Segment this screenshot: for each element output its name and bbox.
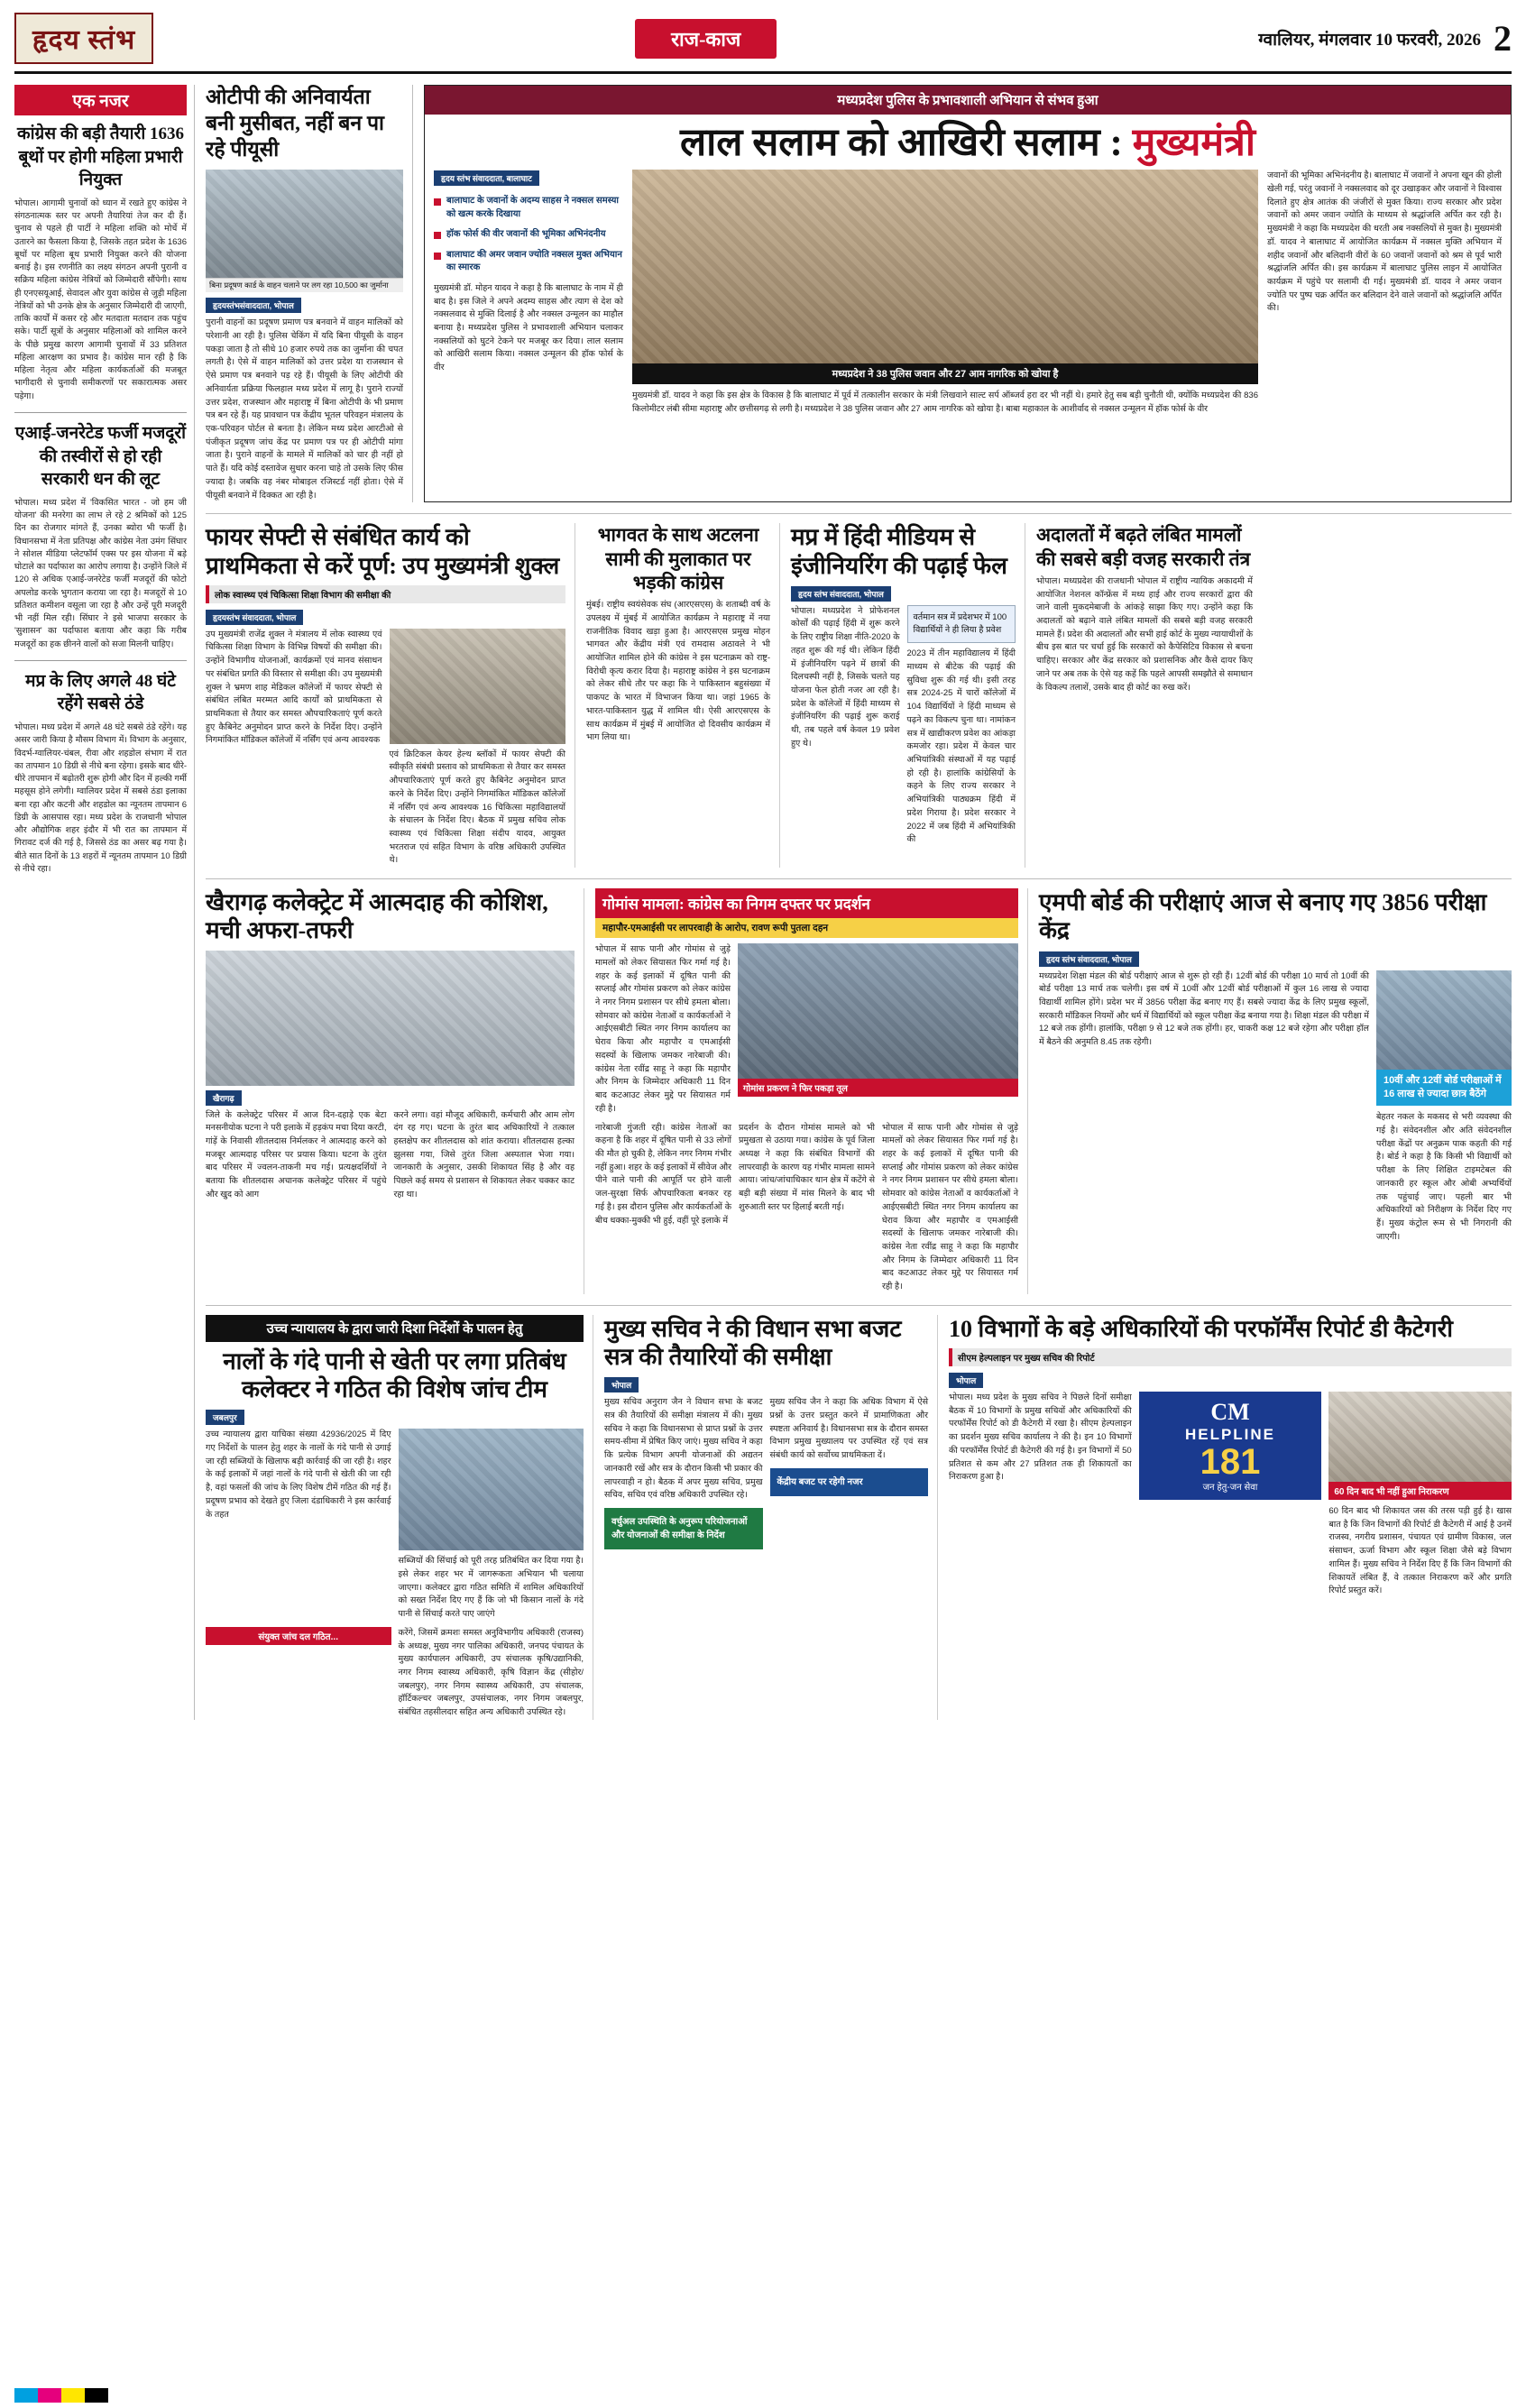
lead-left-col <box>434 170 623 416</box>
rail-header: एक नजर <box>14 85 187 115</box>
story-photo <box>738 943 1018 1079</box>
lead-headline <box>425 115 1511 170</box>
story-headline: फायर सेफ्टी से संबंधित कार्य को प्राथमिकता से करें पूर्ण: उप मुख्यमंत्री शुक्ल <box>206 524 560 579</box>
rail-item-title: मप्र के लिए अगले 48 घंटे रहेंगे सबसे ठंडे <box>25 671 176 714</box>
rail-item <box>14 123 187 403</box>
lead-body-col3: जवानों की भूमिका अभिनंदनीय है। बालाघाट में जवानों ने अपना खून की होली खेली गई, परंतु जवानों ने नक्सलवाद को दूर उखाड़कर और जवानों ने विश्वास दिलाते हुए क्षेत्र आतंक की जंजीरों से मुक्त किया। राज्य सरकार और प्रदेश जवानों को अमर जवान ज्योति के माध्यम से श्रद्धांजलि अर्पित कर रही है। मुख्यमंत्री ने कहा कि मध्यप्रदेश की धरती अब नक्सलियों से मुक्त है। मुख्यमंत्री डॉ. यादव ने बालाघाट में आयोजित कार्यक्रम में नक्सल मुक्ति अभियान में शहीद जवानों और बलिदानी वीरों के 60 जवानों जवानों को श्रम से पूर्व भारी श्रद्धांजलि अर्पित की। इस कार्यक्रम में बालाघाट पुलिस लाइन में आयोजित कार्यक्रम में पहुंचे पर सलामी दी गई। मुख्यमंत्री डॉ. यादव ने अमर जवान ज्योति पर पुष्प चक्र अर्पित कर बलिदान देने वाले जवानों को श्रद्धांजलि अर्पित की। <box>1267 170 1502 314</box>
cm-helpline-card <box>1139 1392 1322 1500</box>
story-body-col1: उप मुख्यमंत्री राजेंद्र शुक्ल ने मंत्रालय में लोक स्वास्थ्य एवं चिकित्सा शिक्षा विभाग के विभिन्न विषयों की समीक्षा की। उन्होंने विभागीय योजनाओं, कार्यक्रमों एवं मानव संसाधन पर संबंधित प्रगति की विस्तार से समीक्षा की। उप मुख्यमंत्री शुक्ल ने भ्रमण शाह मेडिकल कॉलेजों में फायर सेफ्टी से संबंधित लंबित मरम्मत आदि कार्यों को प्राथमिकता से प्राथमिकता से तैयार कर समस्त औपचारिकताएं पूर्ण करते हुए कैबिनेट अनुमोदन प्राप्त करने के निर्देश दिए। उन्होंने निगमांकित मॉडिकल कॉलेजों में नर्सिंग एवं अन्य आवश्यक <box>206 629 382 746</box>
story-photo <box>399 1429 584 1550</box>
cm-helpline-number: 181 <box>1200 1442 1261 1483</box>
divider <box>14 660 187 661</box>
masthead <box>14 13 1512 74</box>
story-col-a <box>604 1396 763 1549</box>
top-row <box>206 85 1512 502</box>
story-rss <box>586 523 780 868</box>
story-greenbox: वर्चुअल उपस्थिति के अनुरूप परियोजनाओं और योजनाओं की समीक्षा के निर्देश <box>604 1508 763 1549</box>
content-area <box>206 85 1512 1720</box>
story-body-col1: जिले के कलेक्ट्रेट परिसर में आज दिन-दहाड़े एक बेटा मनसनीयोक घटना ने परी इलाके में हड़कंप मचा दिया करटी, गांड़ें के निवासी शीतलदास निर्मलकर ने आत्मदाह करने को मजबूर आत्मदाह परिसर पर प्रयास किया। घटना के तुरंत बाद परिसर में ज्वलन-ताकनी मच गई। प्रत्यक्षदर्शियों ने बताया कि शीतलदास अचानक कलेक्ट्रेट परिसर में पहुंचे और खुद को आग <box>206 1109 387 1199</box>
photo-caption: गोमांस प्रकरण ने फिर पकड़ा तूल <box>738 1079 1018 1097</box>
lead-body-col2: मुख्यमंत्री डॉ. यादव ने कहा कि इस क्षेत्र के विकास है कि बालाघाट में पूर्व में तत्कालीन सरकार के मंत्री लिखवाने साल्ट सर्प ऑब्जर्व हरा दर भी नहीं थे। हमारे हेतु सब बड़ी चुनौती थी, क्योंकि मध्यप्रदेश की 836 किलोमीटर लंबी सीमा महाराष्ट्र और छत्तीसगढ़ से लगी है। मध्यप्रदेश ने 38 पुलिस जवान और 27 आम नागरिक को खोया है। बाबा महाकाल के आशीर्वाद से नक्सल उन्मूलन में हॉक फोर्स के वीर <box>632 391 1258 415</box>
story-body-col4: भोपाल में साफ पानी और गोमांस से जुड़े मामलों को लेकर सियासत फिर गर्मा गई है। शहर के कई इलाकों में दूषित पानी की सप्लाई और गोमांस प्रकरण को लेकर कांग्रेस ने नगर निगम प्रशासन पर सीधे हमला बोला। सोमवार को कांग्रेस नेताओं व कार्यकर्ताओं ने आईएसबीटी स्थित नगर निगम कार्यालय का घेराव किया और महापौर व एमआईसी सदस्यों के खिलाफ जमकर नारेबाजी की। कांग्रेस नेता रवींद्र साहू ने कहा कि महापौर और निगम के जिम्मेदार अधिकारी 11 दिन बाद कटआउट लेकर मुद्दे पर सियासत गर्म रही है। <box>882 1122 1018 1292</box>
story-callout: वर्तमान सत्र में प्रदेशभर में 100 विद्यार्थियों ने ही लिया है प्रवेश <box>907 605 1016 644</box>
lead-dateline: हृदय स्तंभ संवाददाता, बालाघाट <box>434 170 539 186</box>
story-right <box>907 605 1016 847</box>
story-right <box>390 629 566 868</box>
lead-right-col <box>1267 170 1502 416</box>
story-body-col1: उच्च न्यायालय द्वारा याचिका संख्या 42936/2025 में दिए गए निर्देशों के पालन हेतु शहर के नालों के गंदे पानी से उगाई जा रही सब्जियों के खिलाफ बड़ी कार्रवाई की जा रही है। शहर के कई इलाकों में जहां नालों के गंदे पानी से खेती की जा रही है, वहां फसलों की जांच के लिए विशेष टीमें गठित की गई हैं। प्रदूषण प्रभाव को देखते हुए जिला दंडाधिकारी ने इस कार्रवाई के तहत <box>206 1429 391 1520</box>
story-right <box>738 943 1018 1116</box>
story-subhead: सीएम हेल्पलाइन पर मुख्य सचिव की रिपोर्ट <box>949 1348 1512 1366</box>
lead-body-col1: मुख्यमंत्री डॉ. मोहन यादव ने कहा है कि बालाघाट के नाम में ही बाद है। इस जिले ने अपने अदम्य साहस और त्याग से देश को नक्सलवाद से मुक्ति दिलाई है और नक्सल उन्मूलन का माहौल बनाया है। मध्यप्रदेश पुलिस ने प्रभावशाली अभियान चलाकर नक्सलियों को घुटने टेकने पर मजबूर कर दिया। लाल सलाम को आखिरी सलाम किया। नक्सल उन्मूलन की हॉक फोर्स के वीर <box>434 282 623 373</box>
rail-item-text: भोपाल। मध्य प्रदेश में 'विकसित भारत - जो हम जी योजना' की मनरेगा का लाभ ले रहे 2 श्रमिकों को 125 दिन का रोजगार मांगते हैं, उनका ब्योरा भी फर्जी है। विधानसभा में नेता प्रतिपक्ष और कांग्रेस नेता उमंग सिंघार ने सोशल मीडिया प्लेटफॉर्म एक्स पर इस योजना में बड़े घोटाले का पर्दाफाश का आरोप लगाया है। उन्होंने जिले में 120 से अधिक एआई-जनरेटेड फर्जी मजदूरों की फोटो अपलोड करके भुगतान कराया जा रहा है। मजदूरों से 10 प्रतिशत कमीशन वसूला जा रहा है और उन्हें पूरी मजदूरी भी नहीं मिल रही। सिंघार ने इसे भाजपा सरकार के 'सुशासन' का पर्दाफाश बताया और कहा कि गरीब मजदूरों का हक छीनने वालों को सजा मिलनी चाहिए। <box>14 497 187 649</box>
cm-helpline-tag: जन हेतु-जन सेवा <box>1202 1483 1258 1494</box>
dateline-block <box>1258 17 1512 60</box>
color-bar-black <box>85 2388 108 2403</box>
left-rail <box>14 85 195 1720</box>
story-nalon <box>206 1315 593 1720</box>
row-4 <box>206 1305 1512 1720</box>
lead-bullet: हॉक फोर्स की वीर जवानों की भूमिका अभिनंदनीय <box>434 228 623 242</box>
story-body: पुरानी वाहनों का प्रदूषण प्रमाण पत्र बनवाने में वाहन मालिकों को परेशानी आ रही है। पुलिस चेकिंग में यदि बिना पीयूसी के वाहन पकड़ा जाता है तो सीधे 10 हजार रुपये तक का जुर्माना की चपत लगती है। ऐसे में वाहन मालिकों को उत्तर प्रदेश या राजस्थान से ऐसे प्रमाण पत्र बनवाने पड़ रहे हैं। पीयूसी के लिए ओटीपी की अनिवार्यता प्रक्रिया फिलहाल मध्य प्रदेश में लागू है। पुराने राज्यों उत्तर प्रदेश, राजस्थान और महाराष्ट्र में बिना ओटीपी के भी प्रमाण पत्र बन रहे हैं। यह प्रावधान पत्र केंद्रीय भूतल परिवहन मंत्रालय के एक-परिवहन पोर्टल से बनता है। लेकिन मध्य प्रदेश आरटीओ से पंजीकृत प्रदूषण जांच केंद्र पर प्रमाण पत्र पर ही ओटीपी मांगा जाता है। पुराने वाहनों के मामले में मालिकों को चार ही नहीं हो पाते हैं। यदि कोई दस्तावेज सुधार करना चाहे तो उसके लिए फीस ज्यादा है। जबकि वह नंबर मोबाइल रजिस्टर्ड नहीं होता। ऐसे में पीयूसी बनवाने में दिक्कत आ रही है। <box>206 317 403 501</box>
story-photo <box>206 170 403 278</box>
story-body-col2: एवं क्रिटिकल केयर हेल्थ ब्लॉकों में फायर सेफ्टी की स्वीकृति संबंधी प्रस्ताव को प्राथमिकता से तैयार कर समस्त औपचारिकताएं पूर्ण करते हुए कैबिनेट अनुमोदन प्राप्त करने के निर्देश दिए। उन्होंने निगमांकित मॉडिकल कॉलेजों में नर्सिंग एवं अन्य आवश्यक 16 चिकित्सा महाविद्यालयों के संचालन के निर्देश दिए। बैठक में प्रमुख सचिव लोक स्वास्थ्य एवं चिकित्सा शिक्षा संदीप यादव, आयुक्त भरतराज एवं सहित विभाग के वरिष्ठ अधिकारी उपस्थित थे। <box>389 749 565 866</box>
rail-item-text: भोपाल। आगामी चुनावों को ध्यान में रखते हुए कांग्रेस ने संगठनात्मक स्तर पर अपनी तैयारियां तेज कर दी हैं। चुनाव से पहले ही पार्टी ने महिला शक्ति को मोर्चे में उतारने का फैसला किया है, जिसके तहत प्रदेश के 1636 बूथों पर महिला बूथ प्रभारी नियुक्त करने की योजना बनाई है। इस रणनीति का लक्ष्य संगठन अपनी पुरानी व सक्रिय महिला कांग्रेस नेत्रियों को जिम्मेदारी सौंपेगी। साथ ही एनएसयूआई, सेवादल और युवा कांग्रेस से जुड़ी महिला नेत्रियों को भी उनके क्षेत्र के अनुसार जिम्मेदारी दी जाएगी, ताकि कार्यों में कसर रहे और मतदाता मतदान तक पहुंच सके। पार्टी सूत्रों के अनुसार महिलाओं को शामिल करने के पीछे प्रमुख कारण आगामी चुनावों में 33 प्रतिशत महिला आरक्षण का प्रभाव है। कांग्रेस मान रही है कि महिला नेतृत्व और महिला कार्यकर्ताओं की मजबूत भागीदारी से चुनावी समीकरणों पर सकारात्मक असर पड़ेगा। <box>14 198 187 401</box>
color-bar-cyan <box>14 2388 38 2403</box>
story-dateline: जबलपुर <box>206 1410 244 1425</box>
story-body-col1: मुख्य सचिव अनुराग जैन ने विधान सभा के बजट सत्र की तैयारियों की समीक्षा मंत्रालय में की। मुख्य सचिव ने कहा कि विधानसभा से प्राप्त प्रश्नों के उत्तर समय-सीमा में प्रेषित किए जाएं। मुख्य सचिव ने कहा कि प्रत्येक विभाग अपनी योजनाओं की अद्यतन जानकारी रखें और सत्र के दौरान किसी भी प्रकार की लापरवाही न हो। बैठक में अपर मुख्य सचिव, प्रमुख सचिव, सचिव एवं वरिष्ठ अधिकारी उपस्थित रहे। <box>604 1397 763 1501</box>
story-bluebox: केंद्रीय बजट पर रहेगी नजर <box>770 1468 929 1496</box>
newspaper-logo <box>14 13 153 64</box>
section-tag: राज-काज <box>635 19 777 59</box>
lead-headline-accent: मुख्यमंत्री <box>1132 122 1255 164</box>
lead-center-col <box>632 170 1258 416</box>
cm-helpline-line2: HELPLINE <box>1184 1426 1276 1444</box>
story-hindi-medium <box>791 523 1025 868</box>
lead-bullet: बालाघाट के जवानों के अदम्य साहस ने नक्सल समस्या को खत्म करके दिखाया <box>434 195 623 221</box>
photo-caption: बिना प्रदूषण कार्ड के वाहन चलाने पर लग रहा 10,500 का जुर्माना <box>206 278 403 292</box>
color-bar-yellow <box>61 2388 85 2403</box>
story-fire-safety <box>206 523 575 868</box>
story-body-col2: नारेबाजी गुंजती रही। कांग्रेस नेताओं का कहना है कि शहर में दूषित पानी से 33 लोगों की मौत हो चुकी है, लेकिन नगर निगम गंभीर नहीं हुआ। शहर के कई इलाकों में सीवेज और पीने वाले पानी की आपूर्ति पर होने वाली जल-सुरक्षा सिर्फ औपचारिकता बनकर रह गई है। इस दौरान पुलिस और कार्यकर्ताओं के बीच धक्का-मुक्की भी हुई, वहीं पूरे इलाके में <box>595 1122 731 1226</box>
story-body-col1: भोपाल। मध्य प्रदेश के मुख्य सचिव ने पिछले दिनों समीक्षा बैठक में 10 विभागों के प्रमुख सचिवों और अधिकारियों की परफॉर्मेंस रिपोर्ट को डी कैटेगरी में रखा है। सीएम हेल्पलाइन का प्रदर्शन मुख्य सचिव कार्यालय ने की है। इन 10 विभागों की परफॉर्मेंस रिपोर्ट डी कैटेगरी की गई है। इन विभागों में 50 प्रतिशत से कम और 27 प्रतिशत तक ही शिकायतों का निराकरण हुआ है। <box>949 1392 1132 1483</box>
color-bar-magenta <box>38 2388 61 2403</box>
story-col-c <box>1328 1392 1512 1598</box>
lead-kicker: मध्यप्रदेश पुलिस के प्रभावशाली अभियान से संभव हुआ <box>425 86 1511 115</box>
story-otp <box>206 85 413 502</box>
story-budget <box>604 1315 938 1720</box>
story-body-col2: करने लगा। वहां मौजूद अधिकारी, कर्मचारी और आम लोग दंग रह गए। घटना के तुरंत बाद अधिकारियों ने तत्काल हस्तक्षेप कर शीतलदास को शांत कराया। शीतलदास हल्का झुलसा गया, जिसे तुरंत जिला अस्पताल भेजा गया। जानकारी के अनुसार, उसकी शिकायत सिंह है और वह पिछले कई समय से प्रशासन से शिकायत लेकर चक्कर काट रहा था। <box>393 1109 575 1199</box>
story-body-col1: भोपाल में साफ पानी और गोमांस से जुड़े मामलों को लेकर सियासत फिर गर्मा गई है। शहर के कई इलाकों में दूषित पानी की सप्लाई और गोमांस प्रकरण को लेकर कांग्रेस ने नगर निगम प्रशासन पर सीधे हमला बोला। सोमवार को कांग्रेस नेताओं व कार्यकर्ताओं ने आईएसबीटी स्थित नगर निगम कार्यालय का घेराव किया और महापौर व एमआईसी सदस्यों के खिलाफ जमकर नारेबाजी की। कांग्रेस नेता रवींद्र साहू ने कहा कि महापौर और निगम के जिम्मेदार अधिकारी 11 दिन बाद कटआउट लेकर मुद्दे पर सियासत गर्म रही है। <box>595 944 731 1114</box>
logo-text: हृदय स्तंभ <box>32 25 136 55</box>
story-headline: नालों के गंदे पानी से खेती पर लगा प्रतिबंध कलेक्टर ने गठित की विशेष जांच टीम <box>223 1347 566 1403</box>
story-photo <box>1328 1392 1512 1482</box>
lead-photo-caption: मध्यप्रदेश ने 38 पुलिस जवान और 27 आम नागरिक को खोया है <box>632 363 1258 384</box>
photo-caption: 10वीं और 12वीं बोर्ड परीक्षाओं में 16 लाख से ज्यादा छात्र बैठेंगे <box>1376 1070 1512 1107</box>
story-court-cases <box>1036 523 1253 868</box>
story-dateline: हृदयस्तंभसंवाददाता, भोपाल <box>206 298 301 313</box>
story-body-col2: मुख्य सचिव जैन ने कहा कि अधिक विभाग में ऐसे प्रश्नों के उत्तर प्रस्तुत करने में प्रामाणिकता और स्पष्टता अनिवार्य है। विधानसभा सत्र के दौरान समस्त विभाग प्रमुख मुख्यालय पर उपस्थित रहें एवं सत्र संबंधी कार्य को सर्वोच्च प्राथमिकता दें। <box>769 1397 928 1461</box>
rail-item <box>14 422 187 651</box>
story-body: मुंबई। राष्ट्रीय स्वयंसेवक संघ (आरएसएस) के शताब्दी वर्ष के उपलक्ष्य में मुंबई में आयोजित कार्यक्रम ने महाराष्ट्र में नया राजनीतिक विवाद खड़ा हुआ है। आरएसएस प्रमुख मोहन भागवत और केंद्रीय मंत्री एवं रामदास अठावले ने भी आयोजित शामिल होने की कांग्रेस ने इस घटनाक्रम को राष्ट्र-विरोधी कृत्य करार दिया है। महाराष्ट्र कांग्रेस ने इस घटनाक्रम को लेकर सीधे तौर पर कहा कि ने पाकिस्तान बहुसंख्या में पाकपट के भारत में विभाजन किया था। जहां 1965 के भारत-पाकिस्तान युद्ध में शामिल थी। ऐसी आरएसएस के साथ कार्यक्रम में मुंबई में आयोजित दो दिवसीय कार्यक्रम में भाग लिया था। <box>586 600 770 743</box>
cm-helpline-graphic <box>1139 1392 1322 1598</box>
photo-caption: 60 दिन बाद भी नहीं हुआ निराकरण <box>1328 1482 1512 1500</box>
divider <box>14 412 187 413</box>
story-gomans <box>595 888 1028 1294</box>
story-body: भोपाल। मध्यप्रदेश की राजधानी भोपाल में राष्ट्रीय न्यायिक अकादमी में आयोजित नेशनल कॉन्फ्रेंस में मध्य हाई और राज्य सरकारों द्वारा की जाने वाली मुकदमेबाजी के आंकड़े साझा किए गए। उन्होंने कहा कि अदालतों को बढ़ाने वाले लंबित मामलों की सबसे बड़ी वजह सरकारी मामले हैं। प्रदेश की अदालतों और सभी हाई कोर्ट के मुख्य न्यायाधीशों के बीच इस बात पर चर्चा हुई कि सरकारों को कैपेसिटिव विकास से बचना चाहिए। सरकार और केंद्र सरकार को प्रशासनिक और कैसे दायर किए जाने पर अब तक के ऐसे यह कहें कि पहले आपसी समझौते से समाधान के विकल्प तलाशें, उसके बाद ही कोर्ट का रुख करें। <box>1036 575 1253 693</box>
rail-item-text: भोपाल। मध्य प्रदेश में अगले 48 घंटे सबसे ठंडे रहेंगे। यह असर जारी किया है मौसम विभाग में। विभाग के अनुसार, विदर्भ-ग्वालियर-चंबल, रीवा और शहडोल संभाग में रात का तापमान 10 डिग्री से नीचे बना रहेगा। इसके बाद धीरे-धीरे तापमान में बढ़ोतरी शुरू होगी और दिन में हल्की गर्मी महसूस होने लगेगी। ग्वालियर प्रदेश में सबसे ठंडा इलाका बना रहा और कटनी और शहडोल का न्यूनतम तापमान 6 डिग्री के आसपास रहा। मध्य प्रदेश के राजधानी भोपाल और औद्योगिक शहर इंदौर में भी रात का तापमान में गिरावट दर्ज की गई है, जिससे ठंड का असर बढ़ गया है। बीते सात दिनों के 13 शहरों में न्यूनतम तापमान 10 डिग्री से नीचे रहा। <box>14 722 187 874</box>
story-headline: ओटीपी की अनिवार्यता बनी मुसीबत, नहीं बन पा रहे पीयूसी <box>206 86 384 161</box>
lead-bullets <box>434 195 623 275</box>
story-headline: 10 विभागों के बड़े अधिकारियों की परफॉर्मेंस रिपोर्ट डी कैटेगरी <box>949 1315 1453 1342</box>
story-dateline: हृदय स्तंभ संवाददाता, भोपाल <box>1039 951 1139 967</box>
story-subhead: लोक स्वास्थ्य एवं चिकित्सा शिक्षा विभाग की समीक्षा की <box>206 585 565 603</box>
cm-helpline-line1: CM <box>1210 1399 1250 1426</box>
story-left-2 <box>206 1627 391 1720</box>
story-body-col2: 2023 में तीन महाविद्यालय में हिंदी माध्यम से बीटेक की पढ़ाई की सुविधा शुरू की गई थी। इसी तरह सत्र 2024-25 में चारों कॉलेजों में 104 विद्यार्थियों ने हिंदी माध्यम से पढ़ने का विकल्प चुना था। नामांकन सत्र में खाद्यीकरण प्रवेश का आंकड़ा कमजोर रहा। प्रदेश में केवल चार अभियांत्रिकी संस्थाओं में यह पढ़ाई हो रही है। हालांकि कांग्रेसियों के कहने के लिए राज्य सरकार ने अभियांत्रिकी पाठ्यक्रम हिंदी में प्रदेश गिराया है। प्रदेश सरकार ने 2022 में जब हिंदी में अभियांत्रिकी की <box>906 648 1016 845</box>
story-body-col3: करेंगे, जिसमें क्रमशः समस्त अनुविभागीय अधिकारी (राजस्व) के अध्यक्ष, मुख्य नगर पालिका अधिकारी, जनपद पंचायत के मुख्य कार्यपालन अधिकारी, उप संचालक कृषि/उद्यानिकी, नगर निगम स्वास्थ्य अधिकारी, कृषि विज्ञान केंद्र (सीहोर/जबलपुर), नगर निगम स्वास्थ्य अधिकारी, उप संचालक, हॉर्टिकल्चर जबलपुर, उपसंचालक, नगर निगम जबलपुर, संबंधित तहसीलदार सहित अन्य अधिकारी उपस्थित रहे। <box>398 1627 584 1718</box>
rail-item-title: एआई-जनरेटेड फर्जी मजदूरों की तस्वीरों से हो रही सरकारी धन की लूट <box>14 423 187 490</box>
story-right <box>1376 970 1512 1245</box>
story-redbar: संयुक्त जांच दल गठित... <box>206 1627 391 1645</box>
story-dateline: हृदय स्तंभ संवाददाता, भोपाल <box>791 586 891 602</box>
story-col-b <box>770 1396 929 1549</box>
story-headline: मुख्य सचिव ने की विधान सभा बजट सत्र की तैयारियों की समीक्षा <box>604 1315 902 1371</box>
story-banner: उच्च न्यायालय के द्वारा जारी दिशा निर्देशों के पालन हेतु <box>206 1315 584 1342</box>
story-body-col2: 60 दिन बाद भी शिकायत जस की तरस पड़ी हुई है। खास बात है कि जिन विभागों की रिपोर्ट डी कैटेगरी में आई है उनमें राजस्व, नगरीय प्रशासन, पंचायत एवं ग्रामीण विकास, जल संसाधन, ऊर्जा विभाग और स्कूल शिक्षा जैसे बड़े विभाग शामिल हैं। मुख्य सचिव ने निर्देश दिए हैं कि जिन विभागों की शिकायतें लंबित हैं, वे तत्काल निराकरण करें और प्रगति रिपोर्ट प्रस्तुत करें। <box>1328 1506 1512 1596</box>
story-body-col1: मध्यप्रदेश शिक्षा मंडल की बोर्ड परीक्षाएं आज से शुरू हो रही हैं। 12वीं बोर्ड की परीक्षा 10 मार्च तो 10वीं की बोर्ड परीक्षा 13 मार्च तक चलेगी। इस वर्ष में 10वीं और 12वीं बोर्ड परीक्षाओं में कुल 16 लाख से ज्यादा विद्यार्थी शामिल होंगे। प्रदेश भर में 3856 परीक्षा केंद्र बनाए गए हैं। सबसे ज्यादा केंद्र के लिए प्रमुख स्कूलों, सरकारी मॉडिकल नियमों और धर्म में विद्यार्थियों को स्कूल परीक्षा केंद्र बनाया गया है। शिक्षा मंडल की परीक्षा में 12 बजे तक होंगी। हालांकि, परीक्षा 9 से 12 बजे तक होंगी। हर, चाकरी कक्ष 12 बजे रहेगा और परीक्षा हॉल में बैठने की अनुमति 8.45 तक रहेगी। <box>1039 970 1369 1048</box>
registration-color-bars <box>14 2388 108 2403</box>
rail-item-title: कांग्रेस की बड़ी तैयारी 1636 बूथों पर होगी महिला प्रभारी नियुक्त <box>17 124 184 190</box>
story-photo <box>206 951 575 1086</box>
story-subhead: महापौर-एमआईसी पर लापरवाही के आरोप, रावण रूपी पुतला दहन <box>595 918 1018 938</box>
story-right <box>399 1429 584 1622</box>
lead-photo <box>632 170 1258 363</box>
story-body-col3: प्रदर्शन के दौरान गोमांस मामले को भी प्रमुखता से उठाया गया। कांग्रेस के पूर्व जिला अध्यक्ष ने कहा कि संबंधित विभागों की लापरवाही के कारण यह गंभीर मामला सामने आया। जांच/जांचाधिकार थान क्षेत्र में कटेंगे से बड़ी बड़ी संख्या में मांस मिलने के बाद भी शुरुआती स्तर पर हिलाई बरती गई। <box>739 1122 875 1212</box>
story-headline: एमपी बोर्ड की परीक्षाएं आज से बनाए गए 3856 परीक्षा केंद्र <box>1039 889 1487 944</box>
lead-bullet: बालाघाट की अमर जवान ज्योति नक्सल मुक्त अभियान का स्मारक <box>434 249 623 275</box>
story-body-col2: बेहतर नकल के मकसद से भरी व्यवस्था की गई है। संवेदनशील और अति संवेदनशील परीक्षा केंद्रों पर अनुक्रम पाक कहती की गई है। बोर्ड ने कहा है कि किसी भी विद्यार्थी को परीक्षा के लिए शिक्षित टाइमटेबल की जानकारी हर स्कूल और ओबी अभ्यर्थियों तक पहुंचाई जाए। पहली बार भी अधिकारियों को निरीक्षण के निर्देश दिए गए हैं। मुख्य कंट्रोल रूम से भी निगरानी की जाएगी। <box>1376 1112 1512 1242</box>
issue-date: ग्वालियर, मंगलवार 10 फरवरी, 2026 <box>1258 30 1481 50</box>
story-headline: अदालतों में बढ़ते लंबित मामलों की सबसे बड़ी वजह सरकारी तंत्र <box>1036 524 1251 570</box>
story-headline: गोमांस मामला: कांग्रेस का निगम दफ्तर पर प्रदर्शन <box>595 888 1018 918</box>
story-body-col1: भोपाल। मध्यप्रदेश ने प्रोफेशनल कोर्सों की पढ़ाई हिंदी में शुरू करने के लिए राष्ट्रीय शिक्षा नीति-2020 के तहत शुरू की गई थी। लेकिन हिंदी में इंजीनियरिंग पढ़ने में छात्रों की दिलचस्पी नहीं है, जिसके चलते यह योजना फेल होती नजर आ रही है। प्रदेश के कॉलेजों में हिंदी माध्यम से इंजीनियरिंग की पढ़ाई शुरू कराई थी, तब पहले वर्ष केवल 19 प्रवेश हुए थे। <box>791 605 900 749</box>
lead-headline-main: लाल सलाम को आखिरी सलाम : <box>680 122 1133 164</box>
story-dateline: हृदयस्तंभ संवाददाता, भोपाल <box>206 610 303 625</box>
story-headline: मप्र में हिंदी मीडियम से इंजीनियरिंग की पढ़ाई फेल <box>791 524 1007 579</box>
rail-item <box>14 670 187 876</box>
story-dateline: भोपाल <box>604 1377 639 1392</box>
story-photo <box>1376 970 1512 1070</box>
story-photo <box>390 629 566 744</box>
story-lead <box>424 85 1512 502</box>
row-2 <box>206 513 1512 868</box>
story-headline: खैरागढ़ कलेक्ट्रेट में आत्मदाह की कोशिश, मची अफरा-तफरी <box>206 889 548 944</box>
story-body-col2: सब्जियों की सिंचाई को पूरी तरह प्रतिबंधित कर दिया गया है। इसे लेकर शहर भर में जागरूकता अभियान भी चलाया जाएगा। कलेक्टर द्वारा गठित समिति में शामिल अधिकारियों को सख्त निर्देश दिए गए हैं कि जो भी किसान नालों के गंदे पानी से सिंचाई करते पाए जाएंगे <box>398 1556 584 1620</box>
story-kherwa <box>206 888 584 1294</box>
row-3 <box>206 878 1512 1294</box>
story-mp-board <box>1039 888 1512 1294</box>
story-dateline: खैरागढ़ <box>206 1090 242 1106</box>
story-headline: भागवत के साथ अटलना सामी की मुलाकात पर भड़की कांग्रेस <box>597 524 759 593</box>
story-performance <box>949 1315 1512 1720</box>
page-number: 2 <box>1493 18 1512 59</box>
story-dateline: भोपाल <box>949 1373 983 1388</box>
